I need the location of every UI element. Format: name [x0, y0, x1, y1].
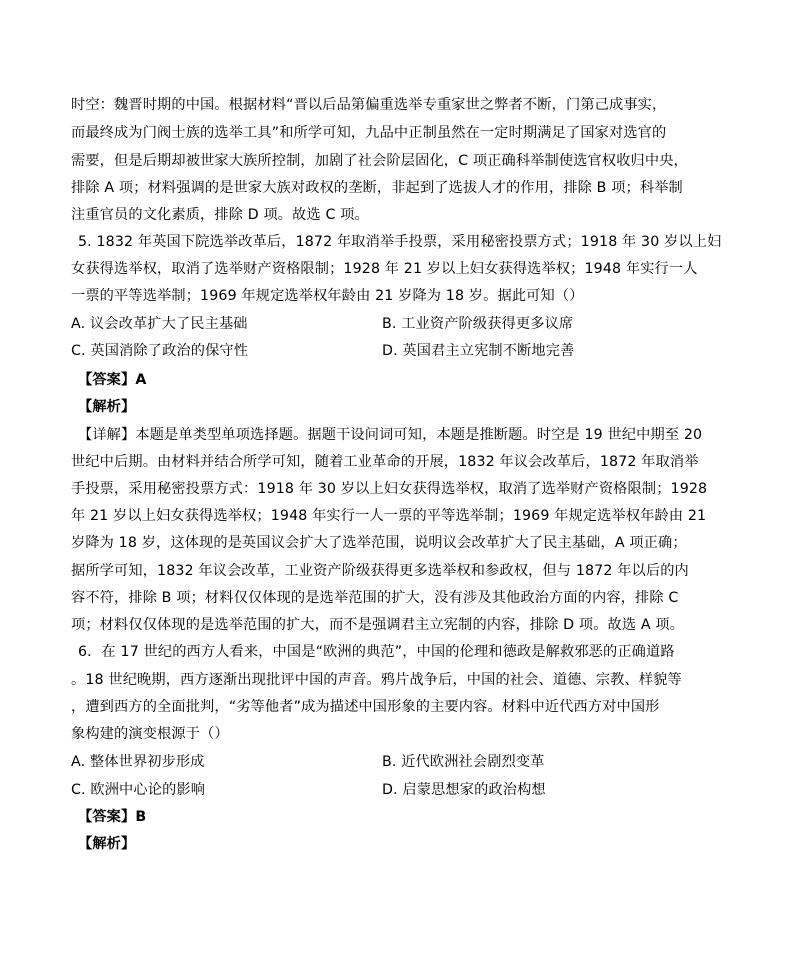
q5-detail-line-4: 年 21 岁以上妇女获得选举权；1948 年实行一人一票的平等选举制；1969 年规定选举权年龄由 21 [71, 508, 707, 524]
q5-option-a: A. 议会改革扩大了民主基础 [71, 316, 248, 332]
q4-analysis-line-5: 注重官员的文化素质，排除 D 项。故选 C 项。 [71, 207, 369, 223]
q5-detail-line-8: 项；材料仅仅体现的是选举范围的扩大，而不是强调君主立宪制的内容，排除 D 项。故选 A 项。 [71, 617, 685, 633]
q5-stem-line-1: 5. 1832 年英国下院选举改革后，1872 年取消举手投票，采用秘密投票方式；1918 年 30 岁以上妇 [78, 234, 722, 250]
q5-option-d: D. 英国君主立宪制不断地完善 [382, 343, 575, 359]
q5-detail-line-7: 容不符，排除 B 项；材料仅仅体现的是选举范围的扩大，没有涉及其他政治方面的内容，排除 C [71, 590, 679, 606]
q6-option-d: D. 启蒙思想家的政治构想 [382, 782, 546, 798]
q5-stem-line-3: 一票的平等选举制；1969 年规定选举权年龄由 21 岁降为 18 岁。据此可知（） [71, 288, 584, 304]
q5-detail-line-5: 岁降为 18 岁，这体现的是英国议会扩大了选举范围，说明议会改革扩大了民主基础，A 项正确； [71, 535, 687, 551]
q5-detail-line-6: 据所学可知，1832 年议会改革，工业资产阶级获得更多选举权和参政权，但与 1872 年以后的内 [71, 563, 689, 579]
q6-option-a: A. 整体世界初步形成 [71, 754, 205, 770]
q4-analysis-line-1: 时空：魏晋时期的中国。根据材料“晋以后品第偏重选举专重家世之弊者不断，门第己成事实， [71, 97, 667, 113]
q5-option-c: C. 英国消除了政治的保守性 [71, 343, 249, 359]
q6-option-b: B. 近代欧洲社会剧烈变革 [382, 754, 545, 770]
q4-analysis-line-3: 需要，但是后期却被世家大族所控制，加剧了社会阶层固化，C 项正确科举制使选官权收归中央， [71, 153, 688, 169]
q6-stem-line-2: 。18 世纪晚期，西方逐渐出现批评中国的声音。鸦片战争后，中国的社会、道德、宗教、样貌等 [71, 672, 682, 688]
q5-option-b: B. 工业资产阶级获得更多议席 [382, 316, 574, 332]
q6-option-c: C. 欧洲中心论的影响 [71, 782, 206, 798]
q4-analysis-line-4: 排除 A 项；材料强调的是世家大族对政权的垄断，非起到了选拔人才的作用，排除 B 项；科举制 [71, 180, 683, 196]
q4-analysis-line-2: 而最终成为门阀士族的选举工具”和所学可知，九品中正制虽然在一定时期满足了国家对选官的 [71, 125, 667, 141]
q5-detail-line-1: 【详解】本题是单类型单项选择题。据题干设问词可知，本题是推断题。时空是 19 世纪中期至 20 [78, 427, 703, 443]
q5-detail-line-2: 世纪中后期。由材料并结合所学可知，随着工业革命的开展，1832 年议会改革后，1872 年取消举 [71, 454, 699, 470]
q5-analysis-label: 【解析】 [78, 399, 136, 415]
q6-answer: 【答案】B [78, 809, 147, 825]
q6-analysis-label: 【解析】 [78, 836, 136, 852]
q5-detail-line-3: 手投票，采用秘密投票方式：1918 年 30 岁以上妇女获得选举权，取消了选举财产资格限制；1928 [71, 481, 708, 497]
q6-stem-line-3: ，遭到西方的全面批判，“劣等他者”成为描述中国形象的主要内容。材料中近代西方对中国形 [71, 699, 660, 715]
q5-stem-line-2: 女获得选举权，取消了选举财产资格限制；1928 年 21 岁以上妇女获得选举权；1948 年实行一人 [71, 261, 698, 277]
q5-answer: 【答案】A [78, 372, 147, 388]
q6-stem-line-4: 象构建的演变根源于（） [71, 726, 229, 742]
q6-stem-line-1: 6．在 17 世纪的西方人看来，中国是“欧洲的典范”，中国的伦理和德政是解救邪恶的正确道路 [78, 644, 675, 660]
